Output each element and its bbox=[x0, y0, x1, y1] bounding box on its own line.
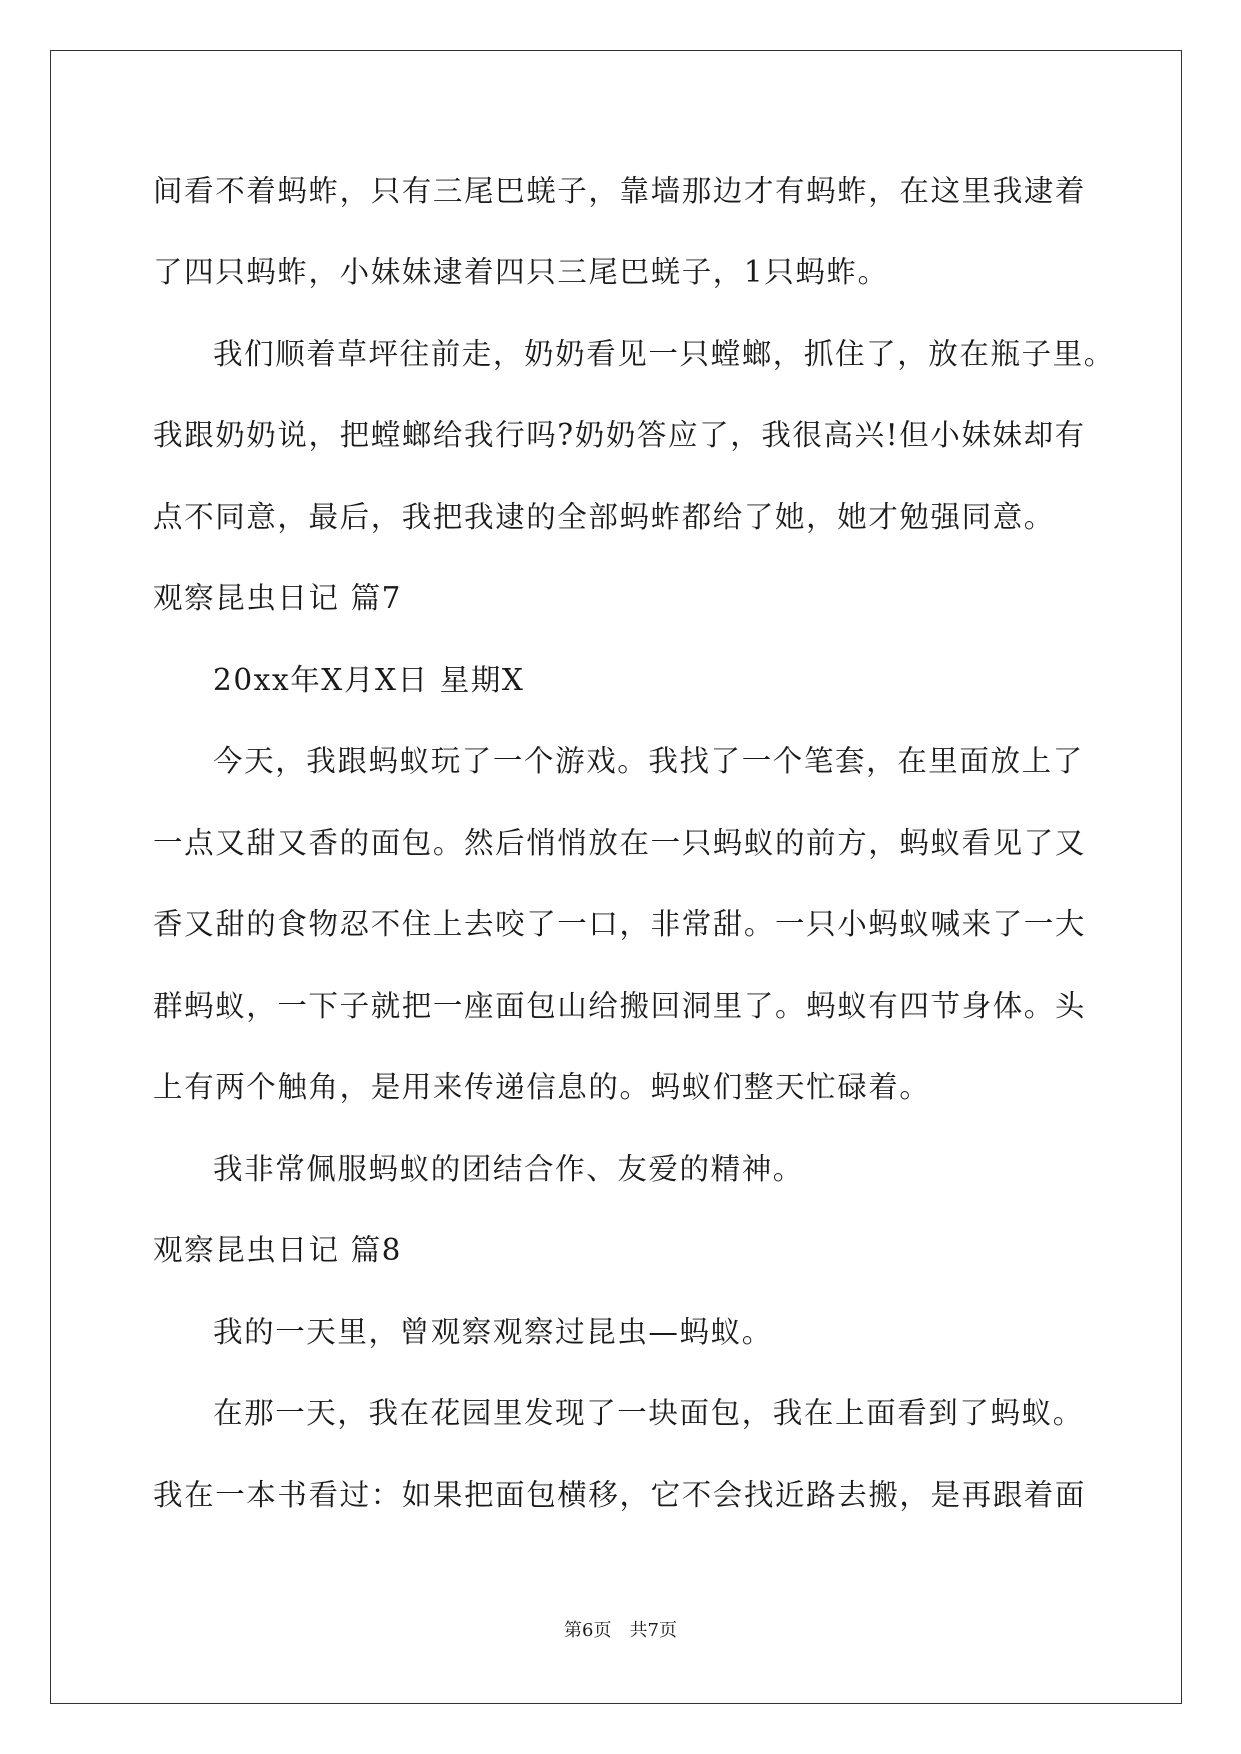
diary-date: 20xx年X月X日 星期X bbox=[213, 663, 525, 697]
body-line: 点不同意，最后，我把我逮的全部蚂蚱都给了她，她才勉强同意。 bbox=[153, 500, 1055, 534]
body-line: 一点又甜又香的面包。然后悄悄放在一只蚂蚁的前方，蚂蚁看见了又 bbox=[153, 826, 1087, 860]
body-line: 群蚂蚁，一下子就把一座面包山给搬回洞里了。蚂蚁有四节身体。头 bbox=[153, 989, 1087, 1023]
body-line: 我在一本书看过：如果把面包横移，它不会找近路去搬，是再跟着面 bbox=[153, 1478, 1087, 1512]
body-line: 上有两个触角，是用来传递信息的。蚂蚁们整天忙碌着。 bbox=[153, 1070, 931, 1104]
body-line: 在那一天，我在花园里发现了一块面包，我在上面看到了蚂蚁。 bbox=[213, 1396, 1084, 1430]
section-heading: 观察昆虫日记 篇7 bbox=[153, 581, 403, 615]
body-line: 我非常佩服蚂蚁的团结合作、友爱的精神。 bbox=[213, 1152, 804, 1186]
body-line: 了四只蚂蚱，小妹妹逮着四只三尾巴蜣子，1只蚂蚱。 bbox=[153, 255, 889, 289]
page-number: 第6页 bbox=[564, 1620, 612, 1641]
page-total: 共7页 bbox=[629, 1620, 677, 1641]
body-line: 香又甜的食物忍不住上去咬了一口，非常甜。一只小蚂蚁喊来了一大 bbox=[153, 907, 1087, 941]
page-footer bbox=[0, 1622, 1241, 1640]
body-line: 我们顺着草坪往前走，奶奶看见一只螳螂，抓住了，放在瓶子里。 bbox=[213, 337, 1115, 371]
body-line: 我的一天里，曾观察观察过昆虫—蚂蚁。 bbox=[213, 1315, 773, 1349]
page-border bbox=[50, 50, 1182, 1704]
body-line: 今天，我跟蚂蚁玩了一个游戏。我找了一个笔套，在里面放上了 bbox=[213, 744, 1084, 778]
body-line: 间看不着蚂蚱，只有三尾巴蜣子，靠墙那边才有蚂蚱，在这里我逮着 bbox=[153, 174, 1087, 208]
section-heading: 观察昆虫日记 篇8 bbox=[153, 1233, 403, 1267]
body-line: 我跟奶奶说，把螳螂给我行吗?奶奶答应了，我很高兴!但小妹妹却有 bbox=[153, 418, 1086, 452]
